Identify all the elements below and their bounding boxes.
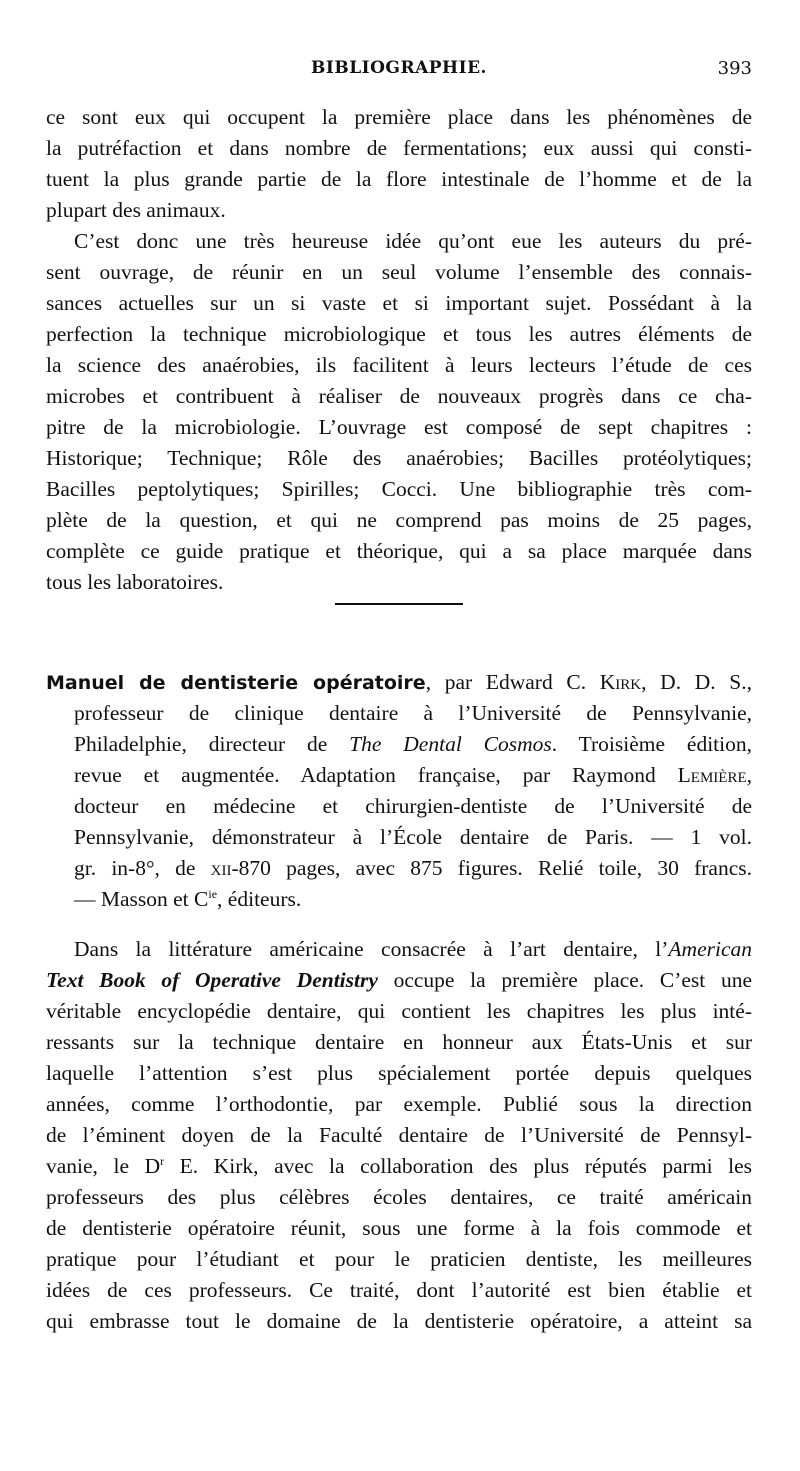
entry-title: Manuel de dentisterie opératoire: [46, 672, 426, 694]
text-line: Text Book of Operative Dentistry occupe la première place. C’est une: [46, 968, 752, 992]
text-line: sances actuelles sur un si vaste et si important sujet. Possédant à la: [46, 291, 752, 315]
text-line: perfection la technique microbiologique et tous les autres éléments de: [46, 322, 752, 346]
text-line: la science des anaérobies, ils facilitent à leurs lecteurs l’étude de ces: [46, 353, 752, 377]
text-line: qui embrasse tout le domaine de la dentisterie opératoire, a atteint sa: [46, 1309, 752, 1333]
text-line: microbes et contribuent à réaliser de nouveaux progrès dans ce cha-: [46, 384, 752, 408]
text-line: vanie, le $D^r$ E. Kirk, avec la collaboration des plus réputés parmi les: [46, 1153, 752, 1178]
page-number: 393: [717, 58, 752, 79]
entry-line: Pennsylvanie, démonstrateur à l’École dentaire de Paris. — 1 vol.: [74, 825, 752, 849]
text-line: de l’éminent doyen de la Faculté dentaire de l’Université de Pennsyl-: [46, 1123, 752, 1147]
running-title: BIBLIOGRAPHIE.: [311, 58, 487, 78]
text-line: professeurs des plus célèbres écoles dentaires, ce traité américain: [46, 1185, 752, 1209]
entry-line: gr. in-8°, de xii-870 pages, avec 875 figures. Relié toile, 30 francs.: [74, 856, 752, 880]
text-line: tuent la plus grande partie de la flore intestinale de l’homme et de la: [46, 167, 752, 191]
text-line: complète ce guide pratique et théorique, qui a sa place marquée dans: [46, 539, 752, 563]
entry-line: — Masson et $C^{ie}$, éditeurs.: [74, 886, 302, 911]
book-title: Text Book of Operative Dentistry: [46, 968, 378, 992]
entry-line: revue et augmentée. Adaptation française, par Raymond Lemière,: [74, 763, 752, 787]
text-line: pratique pour l’étudiant et pour le praticien dentiste, les meilleures: [46, 1247, 752, 1271]
text-line: C’est donc une très heureuse idée qu’ont eue les auteurs du pré-: [74, 229, 752, 253]
text-line: années, comme l’orthodontie, par exemple. Publié sous la direction: [46, 1092, 752, 1116]
text-line: Bacilles peptolytiques; Spirilles; Cocci. Une bibliographie très com-: [46, 477, 752, 501]
review-paragraph-anaerobes: [46, 102, 752, 598]
entry-line: professeur de clinique dentaire à l’Université de Pennsylvanie,: [74, 701, 752, 725]
author-name: Kirk: [599, 670, 642, 694]
text-line: de dentisterie opératoire réunit, sous une forme à la fois commode et: [46, 1216, 752, 1240]
journal-title: The Dental Cosmos: [349, 732, 552, 756]
text-line: véritable encyclopédie dentaire, qui contient les chapitres les plus inté-: [46, 999, 752, 1023]
entry-line: Philadelphie, directeur de The Dental Cosmos. Troisième édition,: [74, 732, 752, 756]
text-line: tous les laboratoires.: [46, 570, 224, 594]
page-header: [46, 58, 752, 88]
entry-line: Manuel de dentisterie opératoire, par Edward C. Kirk, D. D. S.,: [46, 670, 752, 694]
text-line: sent ouvrage, de réunir en un seul volume l’ensemble des connais-: [46, 260, 752, 284]
text-line: Dans la littérature américaine consacrée à l’art dentaire, l’American: [74, 937, 752, 961]
text-line: la putréfaction et dans nombre de fermentations; eux aussi qui consti-: [46, 136, 752, 160]
text-line: plète de la question, et qui ne comprend pas moins de 25 pages,: [46, 508, 752, 532]
review-paragraph-dentistry: [46, 934, 752, 1337]
text-line: plupart des animaux.: [46, 198, 226, 222]
text-line: Historique; Technique; Rôle des anaérobies; Bacilles protéolytiques;: [46, 446, 752, 470]
text-line: pitre de la microbiologie. L’ouvrage est composé de sept chapitres :: [46, 415, 752, 439]
text-line: ressants sur la technique dentaire en honneur aux États-Unis et sur: [46, 1030, 752, 1054]
translator-name: Lemière: [677, 763, 747, 787]
text-line: laquelle l’attention s’est plus spécialement portée depuis quelques: [46, 1061, 752, 1085]
section-divider: [335, 603, 463, 605]
text-line: ce sont eux qui occupent la première place dans les phénomènes de: [46, 105, 752, 129]
bibliographic-entry: [46, 667, 752, 915]
text-line: idées de ces professeurs. Ce traité, dont l’autorité est bien établie et: [46, 1278, 752, 1302]
entry-line: docteur en médecine et chirurgien-dentiste de l’Université de: [74, 794, 752, 818]
